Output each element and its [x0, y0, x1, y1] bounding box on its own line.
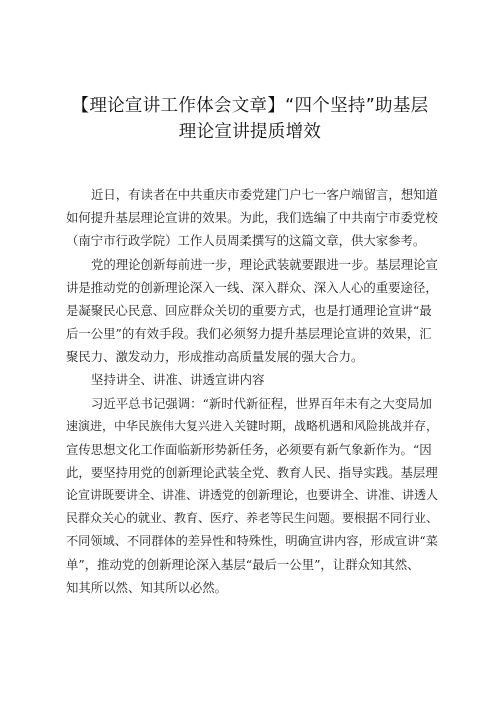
paragraph-3-line-2: 速演进，中华民族伟大复兴进入关键时期，战略机遇和风险挑战并存， [66, 419, 439, 433]
paragraph-2-line-1: 党的理论创新每前进一步，理论武装就要跟进一步。基层理论宣 [91, 257, 438, 272]
section-heading: 坚持讲全、讲准、讲透宣讲内容 [91, 372, 265, 387]
paragraph-3-line-3: 宣传思想文化工作面临新形势新任务，必须要有新气象新作为。“因 [66, 442, 432, 457]
paragraph-1-line-3: （南宁市行政学院）工作人员周柔撰写的这篇文章，供大家参考。 [66, 233, 426, 248]
paragraph-3-line-6: 民群众关心的就业、教育、医疗、养老等民生问题。要根据不同行业、 [66, 511, 439, 525]
document-title-line-2: 理论宣讲提质增效 [178, 122, 322, 142]
paragraph-3-line-8: 单”，推动党的创新理论深入基层“最后一公里”，让群众知其然、 [66, 557, 420, 572]
paragraph-2-line-3: 是凝聚民心民意、回应群众关切的重要方式，也是打通理论宣讲“最 [66, 303, 432, 318]
paragraph-1-line-1: 近日，有读者在中共重庆市委党建门户七一客户端留言，想知道 [91, 187, 438, 202]
paragraph-1-line-2: 如何提升基层理论宣讲的效果。为此，我们选编了中共南宁市委党校 [66, 210, 438, 225]
paragraph-2-line-2: 讲是推动党的创新理论深入一线、深入群众、深入人心的重要途径， [66, 280, 438, 295]
paragraph-3-line-5: 论宣讲既要讲全、讲准、讲透党的创新理论，也要讲全、讲准、讲透人 [66, 488, 439, 502]
paragraph-3-line-1: 习近平总书记强调：“新时代新征程，世界百年未有之大变局加 [91, 396, 432, 411]
paragraph-2-line-4: 后一公里”的有效手段。我们必须努力提升基层理论宣讲的效果，汇 [66, 326, 432, 341]
paragraph-3-line-7: 不同领域、不同群体的差异性和特殊性，明确宣讲内容，形成宣讲“菜 [66, 534, 438, 548]
paragraph-3-line-4: 此，要坚持用党的创新理论武装全党、教育人民、指导实践。基层理 [66, 465, 438, 480]
document-title-line-1: 【理论宣讲工作体会文章】“四个坚持”助基层 [71, 96, 429, 116]
paragraph-2-line-5: 聚民力、激发动力，形成推动高质量发展的强大合力。 [66, 349, 364, 364]
paragraph-3-line-9: 知其所以然、知其所以必然。 [66, 580, 228, 595]
